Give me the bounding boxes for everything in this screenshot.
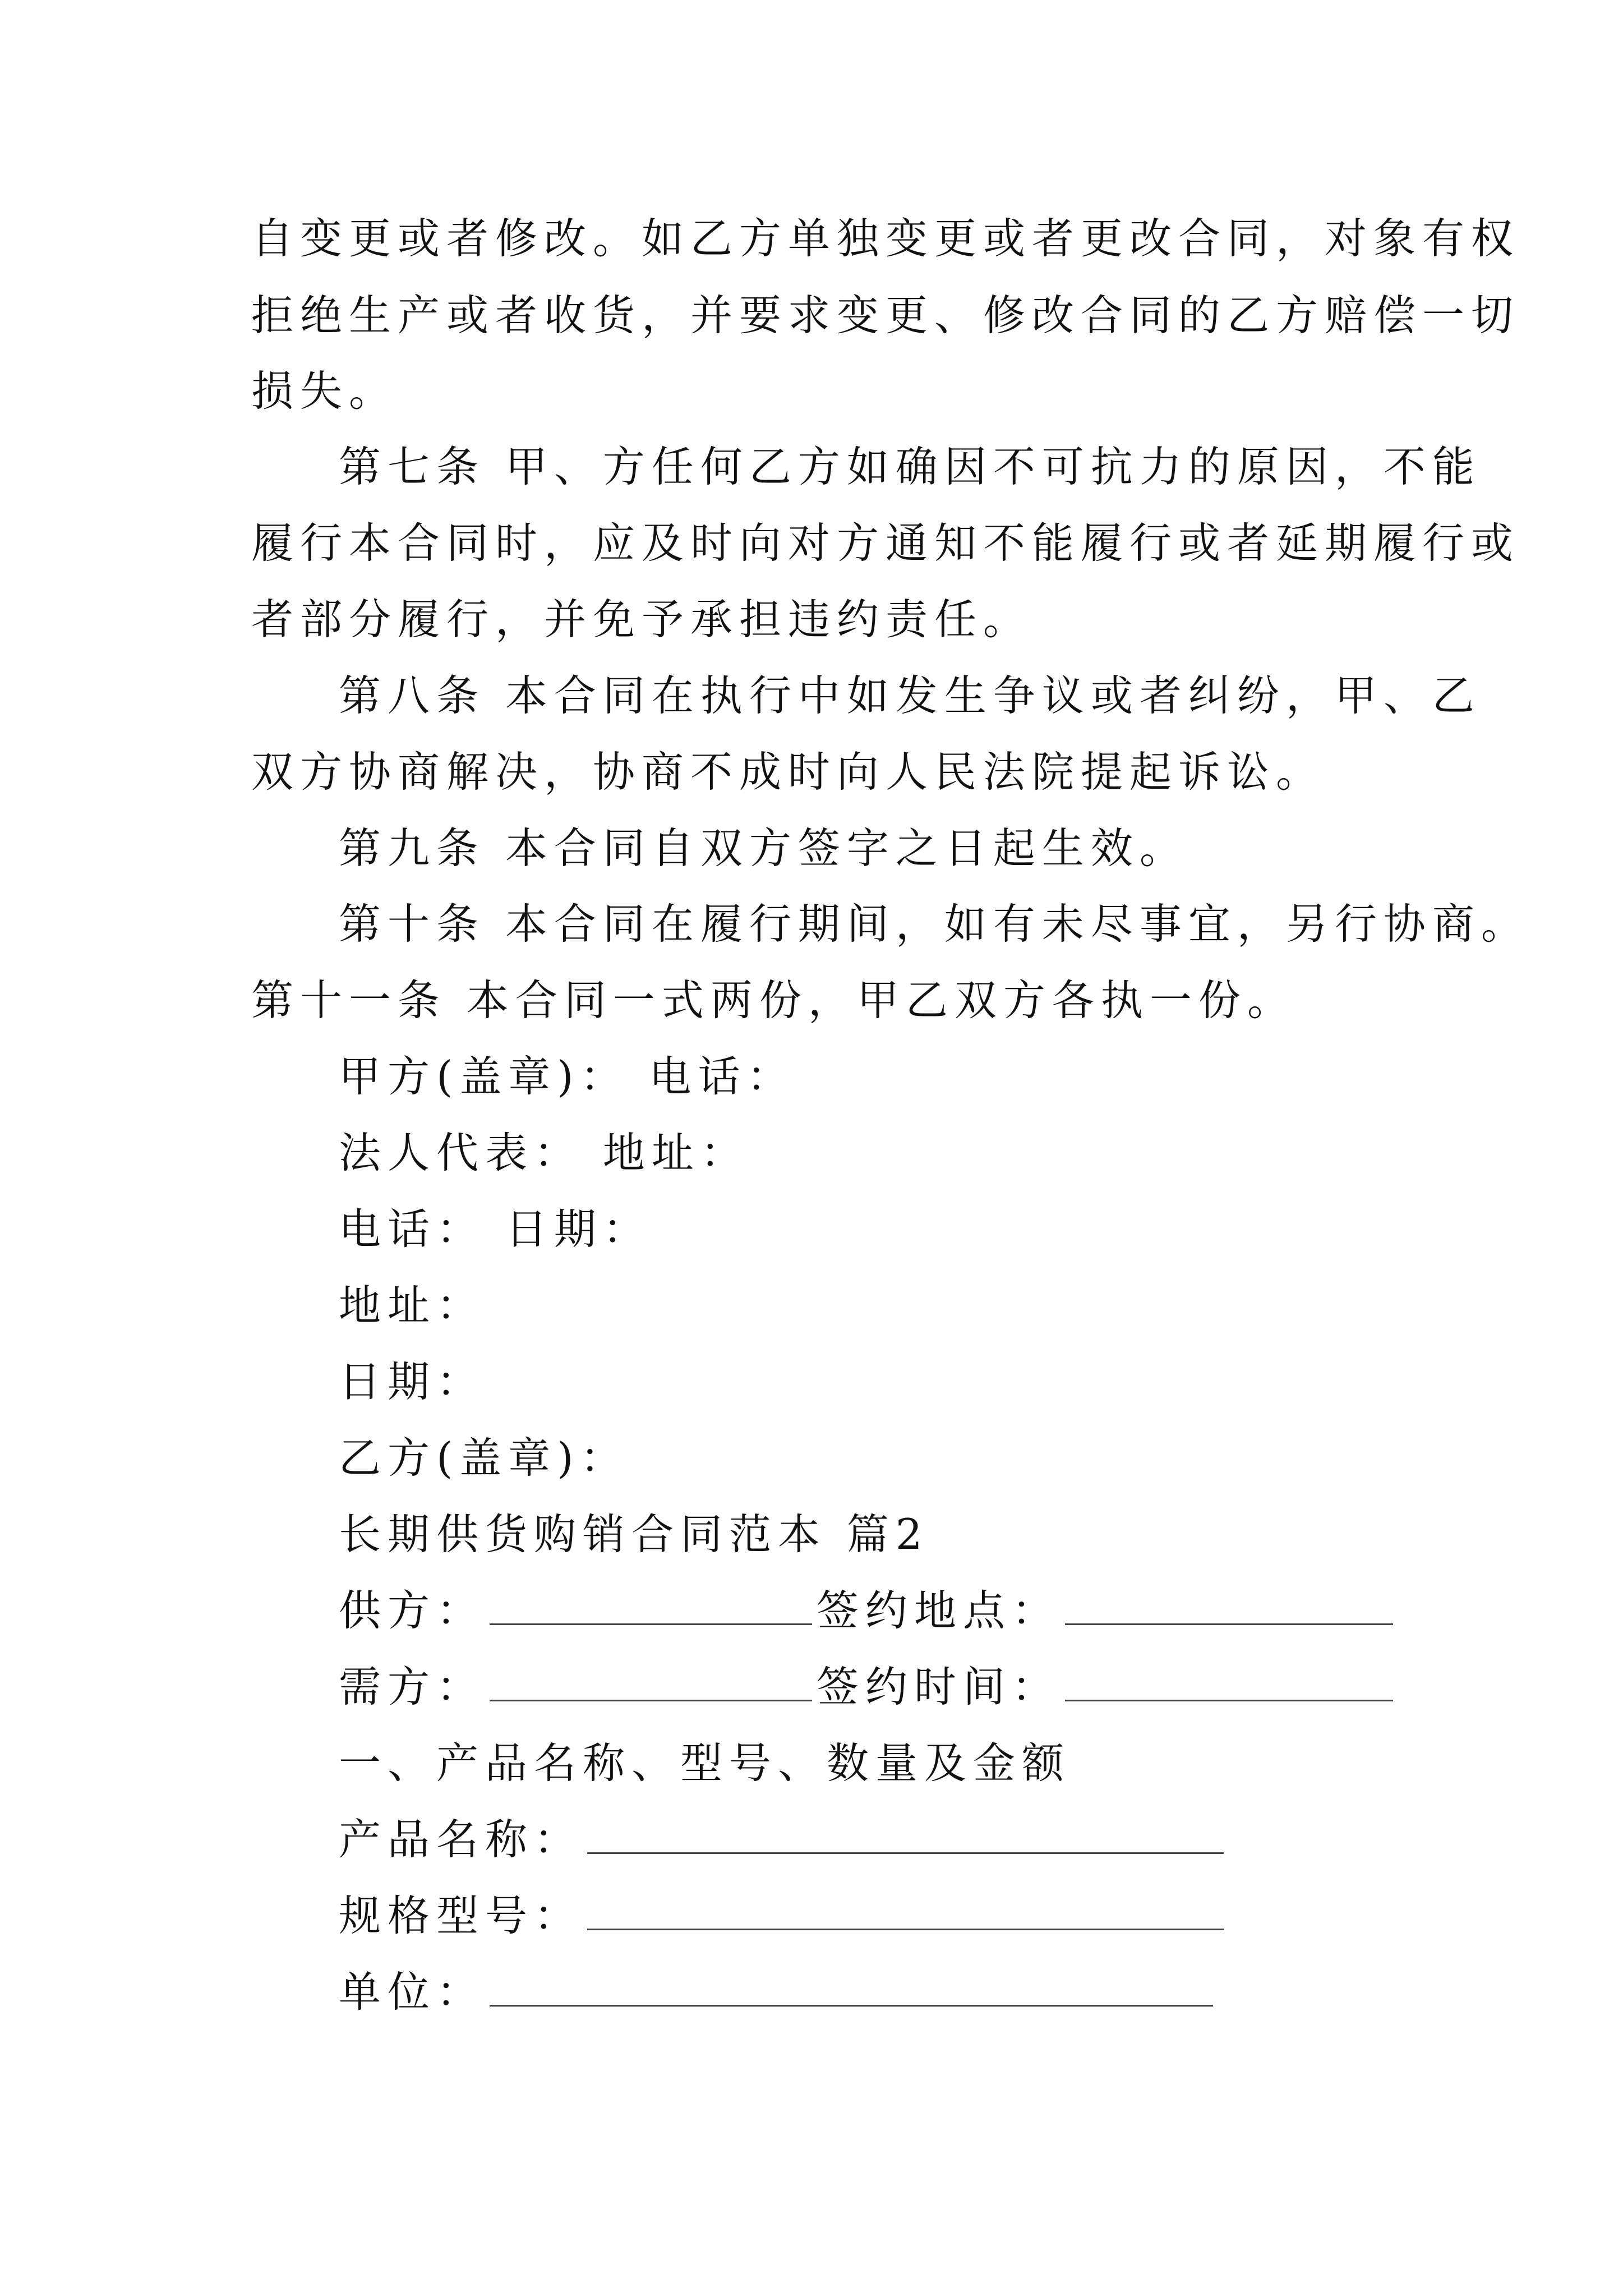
product-name-row (339, 1811, 1228, 1867)
buyer-row (339, 1659, 1398, 1715)
article-seven-line-3: 者部分履行，并免予承担违约责任。 (251, 595, 1032, 644)
address-label: 地址： (339, 1281, 486, 1330)
sign-place-label: 签约地点： (817, 1586, 1061, 1635)
article-eleven: 第十一条 本合同一式两份，甲乙双方各执一份。 (251, 976, 1296, 1025)
supplier-label: 供方： (339, 1586, 486, 1635)
spec-label: 规格型号： (339, 1891, 583, 1940)
sign-place-blank[interactable] (1065, 1584, 1393, 1625)
unit-label: 单位： (339, 1967, 486, 2017)
article-seven-line-1: 第七条 甲、方任何乙方如确因不可抗力的原因，不能 (339, 442, 1481, 491)
spec-row (339, 1888, 1228, 1944)
party-b-seal: 乙方(盖章)： (339, 1433, 629, 1483)
supplier-blank[interactable] (490, 1584, 812, 1625)
article-eight-line-1: 第八条 本合同在执行中如发生争议或者纠纷，甲、乙 (339, 671, 1481, 720)
sign-time-blank[interactable] (1065, 1660, 1393, 1701)
supplier-row (339, 1582, 1398, 1639)
article-eight-line-2: 双方协商解决，协商不成时向人民法院提起诉讼。 (251, 747, 1325, 797)
article-seven-line-2: 履行本合同时，应及时向对方通知不能履行或者延期履行或 (251, 518, 1520, 568)
contract-section-title: 长期供货购销合同范本 篇2 (339, 1510, 929, 1559)
buyer-label: 需方： (339, 1662, 486, 1711)
paragraph-line-3: 损失。 (251, 366, 398, 416)
section-one-heading: 一、产品名称、型号、数量及金额 (339, 1738, 1071, 1788)
buyer-blank[interactable] (490, 1660, 812, 1701)
unit-blank[interactable] (490, 1966, 1213, 2007)
sign-time-label: 签约时间： (817, 1662, 1061, 1711)
paragraph-line-2: 拒绝生产或者收货，并要求变更、修改合同的乙方赔偿一切 (251, 291, 1520, 340)
unit-row (339, 1964, 1218, 2020)
paragraph-line-1: 自变更或者修改。如乙方单独变更或者更改合同，对象有权 (251, 214, 1520, 263)
article-nine: 第九条 本合同自双方签字之日起生效。 (339, 823, 1188, 873)
legal-rep-address: 法人代表： 地址： (339, 1128, 749, 1177)
product-name-label: 产品名称： (339, 1815, 583, 1864)
phone-date: 电话： 日期： (339, 1204, 652, 1254)
product-name-blank[interactable] (587, 1813, 1224, 1854)
spec-blank[interactable] (587, 1889, 1224, 1930)
date-label: 日期： (339, 1357, 486, 1406)
article-ten: 第十条 本合同在履行期间，如有未尽事宜，另行协商。 (339, 899, 1530, 949)
party-a-seal-phone: 甲方(盖章)： 电话： (339, 1052, 796, 1101)
